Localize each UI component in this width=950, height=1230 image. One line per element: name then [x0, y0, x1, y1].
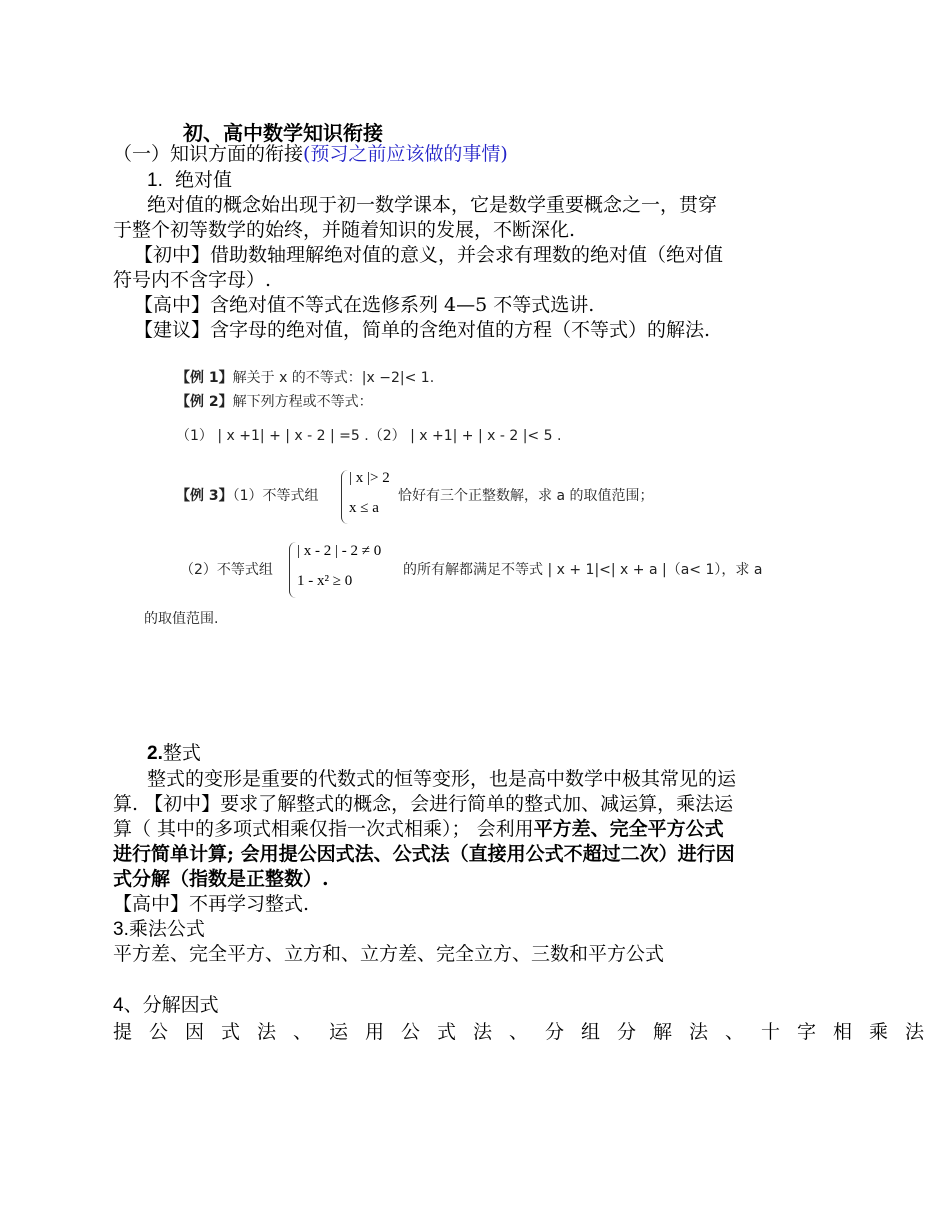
example-2-text: 解下列方程或不等式：: [232, 394, 373, 410]
example-3-tag: 【例 3】: [176, 488, 233, 504]
section-heading-prefix: （一）知识方面的衔接: [113, 143, 304, 165]
subsection-1-number: 1.: [147, 170, 163, 191]
example-1: [176, 368, 434, 388]
system-1-brace: [341, 470, 348, 524]
subsection-1-label: 绝对值: [174, 169, 232, 191]
subsection-3-label: 乘法公式: [128, 918, 205, 940]
page-title: 初、高中数学知识衔接: [183, 121, 383, 145]
system-1-line1: | x |> 2: [349, 470, 390, 486]
example-2-items: （1） | x +1| + | x - 2 | =5 .（2） | x +1| + | x - 2 |< 5 .: [176, 428, 562, 444]
system-2-brace: [289, 542, 296, 598]
example-3-part2-post: 的所有解都满足不等式 | x + 1|<| x + a |（a< 1），求 a: [403, 562, 763, 578]
example-3-post: 恰好有三个正整数解，求 a 的取值范围；: [398, 488, 654, 504]
advice-note: 【建议】含字母的绝对值，简单的含绝对值的方程（不等式）的解法.: [134, 319, 711, 341]
subsection-1-heading: [147, 168, 232, 193]
absolute-value-para-line1: 绝对值的概念始出现于初一数学课本，它是数学重要概念之一，贯穿: [147, 194, 718, 216]
polynomial-line4: 进行简单计算; 会用提公因式法、公式法（直接用公式不超过二次）进行因: [113, 843, 735, 865]
polynomial-line2: 算. 【初中】要求了解整式的概念，会进行简单的整式加、减运算，乘法运: [113, 793, 734, 815]
subsection-2-label: 整式: [162, 742, 201, 764]
example-1-text: 解关于 x 的不等式：|x −2|< 1.: [232, 370, 435, 386]
subsection-4-number: 4: [113, 995, 124, 1016]
polynomial-line3-bold: 平方差、完全平方公式: [533, 818, 724, 840]
system-2-line2: 1 - x² ≥ 0: [297, 573, 353, 589]
polynomial-line3: [113, 817, 724, 841]
subsection-2-number: 2.: [147, 743, 163, 764]
polynomial-line5: 式分解（指数是正整数）.: [113, 868, 329, 890]
example-3-part2-pre: （2）不等式组: [180, 562, 273, 578]
system-1-line2: x ≤ a: [349, 500, 379, 516]
subsection-3-heading: [113, 917, 205, 942]
polynomial-line3-text: 算（ 其中的多项式相乘仅指一次式相乘）； 会利用: [113, 818, 534, 840]
section-heading-note: (预习之前应该做的事情): [303, 143, 508, 165]
system-2-line1: | x - 2 | - 2 ≠ 0: [297, 543, 382, 559]
subsection-4-label: 、分解因式: [123, 994, 219, 1016]
polynomial-line1: 整式的变形是重要的代数式的恒等变形，也是高中数学中极其常见的运: [147, 768, 737, 790]
subsection-2-heading: [147, 741, 201, 766]
subsection-3-number: 3.: [113, 919, 129, 940]
example-3-part1: [176, 486, 319, 506]
example-1-tag: 【例 1】: [176, 370, 233, 386]
multiplication-formulas: 平方差、完全平方、立方和、立方差、完全立方、三数和平方公式: [113, 943, 665, 965]
section-heading: [113, 142, 508, 166]
junior-note-line1: 【初中】借助数轴理解绝对值的意义，并会求有理数的绝对值（绝对值: [134, 244, 724, 266]
absolute-value-para-line2: 于整个初等数学的始终，并随着知识的发展，不断深化.: [113, 219, 576, 241]
example-3-end: 的取值范围.: [144, 611, 219, 627]
senior-note: 【高中】含绝对值不等式在选修系列 4—5 不等式选讲.: [134, 294, 595, 316]
junior-note-line2: 符号内不含字母）.: [113, 269, 272, 291]
polynomial-senior-note: 【高中】不再学习整式.: [113, 893, 310, 915]
subsection-4-heading: [113, 993, 219, 1018]
example-3-pre: （1）不等式组: [232, 488, 319, 504]
example-2: [176, 392, 373, 412]
factoring-methods: 提公因式法、运用公式法、分组分解法、十字相乘法: [113, 1021, 942, 1043]
example-2-tag: 【例 2】: [176, 394, 233, 410]
